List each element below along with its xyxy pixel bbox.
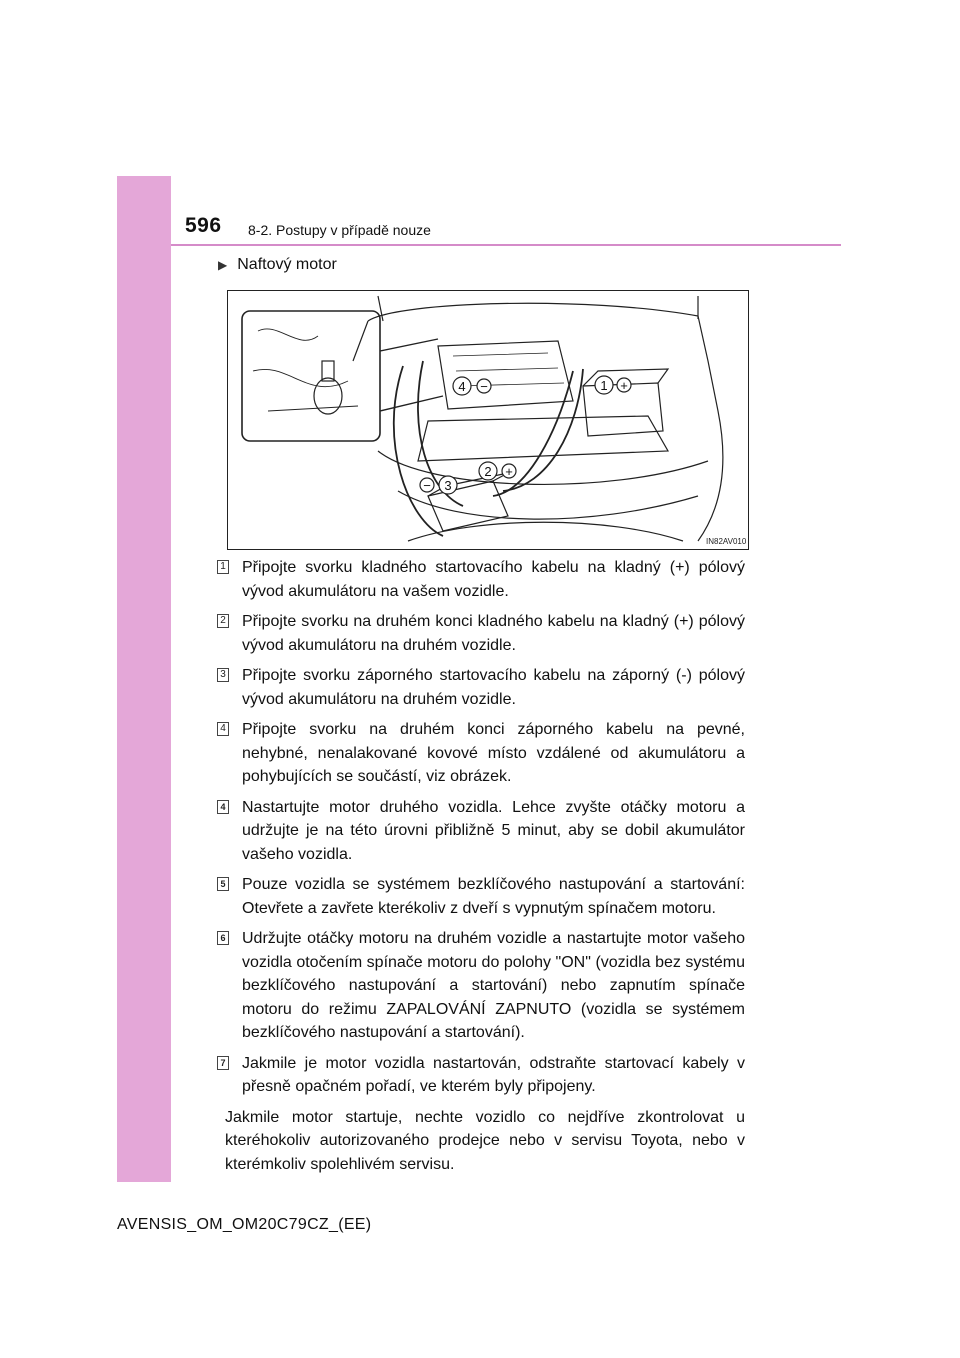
jump-start-figure [227,290,749,550]
step-text: Nastartujte motor druhého vozidla. Lehce zvyšte otáčky motoru a udržujte je na této úrovni přibližně 5 minut, aby se dobil akumulátor vašeho vozidla. [242,798,745,863]
subheading-text: Naftový motor [237,256,337,273]
figure-minus-sign-2: − [423,478,431,493]
step-text: Připojte svorku kladného startovacího kabelu na kladný (+) pólový vývod akumulátoru na vašem vozidle. [242,559,745,600]
figure-minus-sign: − [480,379,488,394]
step-marker: 6 [217,931,229,945]
step-box-6 [217,927,745,1045]
closing-paragraph: Jakmile motor startuje, nechte vozidlo co nejdříve zkontrolovat u kteréhokoliv autorizovaného prodejce nebo v servisu Toyota, nebo v kterémkoliv spolehlivém servisu. [225,1108,745,1173]
step-marker: 4 [217,800,229,814]
section-title: 8-2. Postupy v případě nouze [248,222,431,238]
header-rule [171,244,841,246]
figure-label-4: 4 [458,379,466,394]
step-marker: 5 [217,877,229,891]
step-marker: 2 [217,614,229,628]
step-box-5 [217,873,745,920]
triangle-bullet-icon: ▶ [218,258,228,272]
subheading [218,256,337,274]
step-text: Připojte svorku na druhém konci záporného kabelu na pevné, nehybné, nenalakované kovové místo vzdálené od akumulátoru a pohybujících se součástí, viz obrázek. [242,721,745,785]
page-number: 596 [185,214,222,237]
step-text: Pouze vozidla se systémem bezklíčového nastupování a startování: Otevřete a zavřete kterékoliv z dveří s vypnutým spínačem motoru. [242,876,745,917]
step-marker: 7 [217,1056,229,1070]
step-text: Udržujte otáčky motoru na druhém vozidle a nastartujte motor vašeho vozidla otočením spínače motoru do polohy "ON" (vozidla bez systému bezklíčového nastupování a startování) nebo zapnutím spínače motoru do režimu ZAPALOVÁNÍ ZAPNUTO (vozidla se systémem bezklíčového nastupování a startování). [242,930,745,1041]
step-marker: 1 [217,560,229,574]
figure-plus-sign-2: + [505,464,513,479]
instruction-steps [217,556,745,1176]
step-text: Připojte svorku na druhém konci kladného kabelu na kladný (+) pólový vývod akumulátoru na druhém vozidle. [242,613,745,654]
engine-bay-illustration [228,291,748,549]
figure-label-2: 2 [484,464,492,479]
step-3 [217,664,745,711]
figure-code: IN82AV010 [706,537,747,546]
step-text: Připojte svorku záporného startovacího kabelu na záporný (-) pólový vývod akumulátoru na druhém vozidle. [242,667,745,708]
step-marker: 3 [217,668,229,682]
step-4 [217,718,745,789]
step-box-4 [217,796,745,867]
step-1 [217,556,745,603]
step-text: Jakmile je motor vozidla nastartován, odstraňte startovací kabely v přesně opačném pořadí, ve kterém byly připojeny. [242,1054,745,1095]
step-marker: 4 [217,722,229,736]
step-2 [217,610,745,657]
side-color-band [117,176,171,1182]
step-box-7 [217,1052,745,1099]
footer-document-code: AVENSIS_OM_OM20C79CZ_(EE) [117,1216,372,1233]
figure-label-3: 3 [444,478,452,493]
figure-plus-sign: + [620,378,628,393]
figure-label-1: 1 [600,378,608,393]
